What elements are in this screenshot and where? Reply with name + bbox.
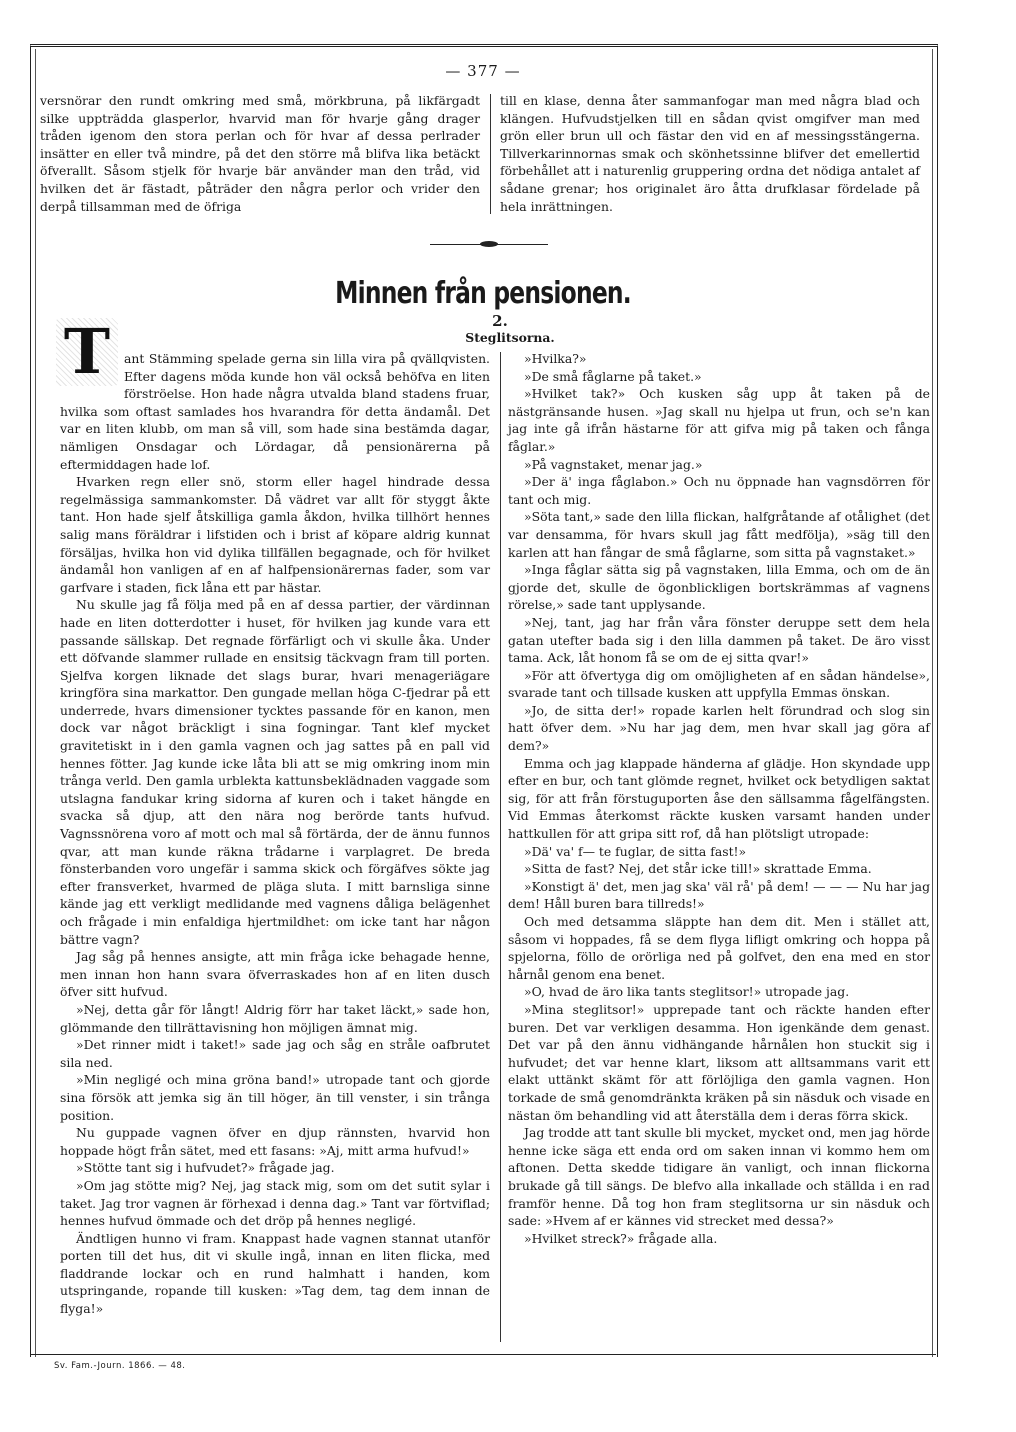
paragraph	[508, 878, 930, 913]
paragraph-text: »Nej, detta går för långt! Aldrig förr har taket läckt,» sade hon, glömmande den tillrättavisning hon möjligen ämnat mig.	[60, 1001, 490, 1035]
paragraph	[508, 508, 930, 561]
paragraph-text: »För att öfvertyga dig om omöjligheten af en sådan händelse», svarade tant och tillsade kusken att uppfylla Emmas önskan.	[508, 667, 930, 701]
paragraph	[508, 1001, 930, 1124]
paragraph-text: »Om jag stötte mig? Nej, jag stack mig, som om det sutit sylar i taket. Jag tror vagnen är förhexad i denna dag.» Tant var förtviflad; hennes hufvud ömmade och det dröp på hennes negligé.	[60, 1177, 490, 1229]
paragraph-text: »Jo, de sitta der!» ropade karlen helt förundrad och slog sin hatt öfver dem. »Nu har jag dem, men hvar skall jag göra af dem?»	[508, 702, 930, 754]
paragraph	[60, 596, 490, 948]
paragraph	[60, 315, 490, 473]
paragraph	[508, 350, 930, 368]
paragraph	[508, 1124, 930, 1230]
paragraph-text: »Konstigt ä' det, men jag ska' väl rå' på dem! — — — Nu har jag dem! Håll buren bara tillreds!»	[508, 878, 930, 912]
paragraph	[60, 1036, 490, 1071]
paragraph	[508, 473, 930, 508]
paragraph	[508, 843, 930, 861]
paragraph	[60, 1159, 490, 1177]
paragraph-text: »Stötte tant sig i hufvudet?» frågade jag.	[76, 1160, 335, 1176]
paragraph	[508, 983, 930, 1001]
paragraph-text: »Nej, tant, jag har från våra fönster deruppe sett dem hela gatan utefter bada sig i den lilla dammen på taket. De äro visst tama. Ack, låt honom få se om de ej sitta qvar!»	[508, 614, 930, 666]
paragraph	[508, 755, 930, 843]
page-number: — 377 —	[445, 62, 521, 80]
paragraph	[508, 368, 930, 386]
paragraph-text: »Sitta de fast? Nej, det står icke till!» skrattade Emma.	[524, 861, 872, 877]
paragraph	[60, 1124, 490, 1159]
paragraph-text: »På vagnstaket, menar jag.»	[524, 456, 703, 472]
paragraph	[508, 667, 930, 702]
paragraph	[60, 1001, 490, 1036]
paragraph	[508, 860, 930, 878]
article-subtitle: Steglitsorna.	[465, 330, 555, 345]
paragraph-text: Och med detsamma släppte han dem dit. Men i stället att, såsom vi hoppades, få se dem flyga lifligt omkring och hoppa på spjelorna, föllo de orörliga ned på golfvet, den ena med en stor hårnål genom ena benet.	[508, 914, 930, 982]
paragraph	[500, 92, 920, 215]
article-left-column	[60, 315, 490, 1318]
paragraph-text: »Der ä' inga fåglabon.» Och nu öppnade han vagnsdörren för tant och mig.	[508, 474, 930, 507]
paragraph	[508, 456, 930, 474]
paragraph-text: »Dä' va' f— te fuglar, de sitta fast!»	[524, 843, 747, 859]
paragraph-text: »O, hvad de äro lika tants steglitsor!» utropade jag.	[524, 984, 850, 1000]
paragraph	[508, 913, 930, 983]
paragraph-text: »Mina steglitsor!» upprepade tant och räckte handen efter buren. Det var verkligen desamma. Hon igenkände dem genast. Det var på den ännu vidhängande hårnålen hon stuckit sig i hufvudet; det var henne klart, liksom att alltsammans varit ett elakt uttänkt skämt för att förlöjliga den gamla vagnen. Hon torkade de små genomdränkta kräken på sin näsduk och visade en nästan öm behandling vid att återställa dem i deras förra skick.	[508, 1001, 930, 1123]
paragraph	[60, 948, 490, 1001]
paragraph-text: »Söta tant,» sade den lilla flickan, halfgråtande af otålighet (det var densamma, för hvars skull jag fått medfölja), »säg till den karlen att han fångar de små fåglarne, som sitta på vagnstaket.»	[508, 509, 930, 560]
paragraph-text: versnörar den rundt omkring med små, mörkbruna, på likfärgadt silke uppträdda glasperlor, hvarvid man för hvarje gång drager tråden igenom den stora perlan och för hvar af dessa perlrader insätter en eller två mindre, på det den större må blifva lika betäckt öfverallt. Såsom stjelk för hvarje bär använder man den tråd, vid hvilken det är fästadt, påträder den några perlor och vrider den derpå tillsamman med de öfriga	[40, 93, 480, 214]
paragraph-text: till en klase, denna åter sammanfogar man med några blad och klängen. Hufvudstjelken till en sådan qvist omgifver man med grön eller brun ull och fästar den vid en af messingsstängerna. Tillverkarinnornas smak och skönhetssinne blifver det emellertid förbehållet att i naturenlig gruppering ordna det nödiga antalet af sådane grenar; hos originalet äro åtta drufklasar fördelade på hela inrättningen.	[500, 93, 920, 214]
paragraph-text: Jag såg på hennes ansigte, att min fråga icke behagade henne, men innan hon hann svara öfverraskades hon af en liten dusch öfver sitt hufvud.	[60, 949, 490, 1000]
journal-footer: Sv. Fam.-Journ. 1866. — 48.	[54, 1361, 186, 1371]
article-number: 2.	[492, 312, 508, 330]
paragraph-text: »Hvilket streck?» frågade alla.	[524, 1230, 718, 1246]
top-left-column	[40, 92, 480, 215]
paragraph	[508, 614, 930, 667]
paragraph	[508, 561, 930, 614]
paragraph-text: »Det rinner midt i taket!» sade jag och såg en stråle oafbrutet sila ned.	[60, 1037, 490, 1070]
paragraph-text: Nu guppade vagnen öfver en djup rännsten, hvarvid hon hoppade högt från sätet, med ett fasans: »Aj, mitt arma hufvud!»	[60, 1125, 490, 1158]
paragraph	[60, 473, 490, 596]
top-right-column	[500, 92, 920, 215]
paragraph-text: Hvarken regn eller snö, storm eller hagel hindrade dessa regelmässiga sammankomster. Då vädret var allt för styggt åkte tant. Hon hade sjelf åtskilliga gamla åkdon, hvilka tillhört hennes salig mans föräldrar i lifstiden och i brist af köpare aldrig kunnat försäljas, hvilka hon vid dylika tillfällen begagnade, och för hvilket ändamål hon vanligen af en af halfpensionärernas fader, som var garfvare i staden, fick låna ett par hästar.	[60, 474, 490, 595]
top-column-divider	[490, 94, 491, 214]
paragraph	[508, 702, 930, 755]
article-column-divider	[500, 352, 501, 1342]
paragraph	[60, 1177, 490, 1230]
paragraph	[60, 1230, 490, 1318]
paragraph-text: ant Stämming spelade gerna sin lilla vira på qvällqvisten. Efter dagens möda kunde hon väl också behöfva en liten förströelse. Hon hade några utvalda bland stadens fruar, hvilka som oftast samlades hos hvarandra för detta ändamål. Det var en liten klubb, om man så vill, som hade sina bestämda dagar, nämligen Onsdagar och Lördagar, då pensionärerna på eftermiddagen hade lof.	[60, 351, 490, 472]
paragraph-text: Jag trodde att tant skulle bli mycket, mycket ond, men jag hörde henne icke säga ett enda ord om saken innan vi kommo hem om aftonen. Detta skedde tidigare än vanligt, och innan flickorna brukade gå till sängs. De blefvo alla inkallade och ställda i en rad framför henne. Då tog hon fram steglitsorna ur sin näsduk och sade: »Hvem af er kännes vid strecket med dessa?»	[508, 1125, 930, 1229]
paragraph-text: »Inga fåglar sätta sig på vagnstaken, lilla Emma, och om de än gjorde det, skulle de ögonblickligen bortskrämmas af vagnens rörelse,» sade tant upplysande.	[508, 562, 930, 613]
paragraph	[60, 1071, 490, 1124]
paragraph-text: »Hvilka?»	[524, 351, 587, 366]
footer-rule	[30, 1354, 936, 1355]
ornamental-initial: T	[56, 318, 118, 386]
paragraph-text: Ändtligen hunno vi fram. Knappast hade vagnen stannat utanför porten till det hus, dit vi skulle ingå, innan en liten flicka, med fladdrande lockar och en rund halmhatt i handen, kom utspringande, ropande till kusken: »Tag dem, tag dem innan de flyga!»	[60, 1230, 490, 1317]
paragraph-text: »Hvilket tak?» Och kusken såg upp åt taken på de nästgränsande husen. »Jag skall nu hjelpa ut frun, och se'n kan jag inte gå ifrån hästarne för att gifva mig på taken och fånga fåglar.»	[508, 386, 930, 454]
paragraph-text: »Min negligé och mina gröna band!» utropade tant och gjorde sina försök att jemka sig än till höger, än till venster, i sin trånga position.	[60, 1072, 490, 1123]
article-right-column	[508, 350, 930, 1247]
paragraph-text: Nu skulle jag få följa med på en af dessa partier, der värdinnan hade en liten dotterdotter i huset, för hvilken jag kunde vara ett passande sällskap. Det regnade förfärligt och vi skulle åka. Under ett döfvande slammer rullade en ensitsig täckvagn fram till porten. Sjelfva korgen liknade det slags burar, hvari menageriägare kringföra sina markattor. Den gungade mellan höga C-fjedrar på ett underrede, hvars dimensioner tycktes passande för en kanon, men dock var något bräckligt i sina fogningar. Tant klef mycket gravitetiskt in i den gamla vagnen och jag sattes på en pall vid hennes fötter. Jag kunde icke låta bli att se mig omkring inom min trånga verld. Den gamla urblekta kattunsbeklädnaden vaggade som utslagna fandukar kring sidorna af kuren och i taket hängde en svacka så djup, att den nära nog berörde tants hufvud. Vagnssnörena voro af mott och mal så förtärda, der de ännu funnos qvar, att man kunde räkna trådarne i varplagret. De breda fönsterbanden voro ungefär i samma skick och förgäfves sökte jag efter fransverket, hvarmed de pläga sluta. I mitt barnsliga sinne kände jag ett verkligt medlidande med vagnens dåliga belägenhet och frågade i min enfaldiga hjertmildhet: om icke tant har någon bättre vagn?	[60, 597, 490, 947]
paragraph	[40, 92, 480, 215]
paragraph	[508, 385, 930, 455]
article-title: Minnen från pensionen.	[335, 276, 631, 311]
paragraph-text: »De små fåglarne på taket.»	[524, 368, 702, 384]
section-ornament	[430, 244, 548, 247]
paragraph-text: Emma och jag klappade händerna af glädje. Hon skyndade upp efter en bur, och tant glömde regnet, hvilket ock betydligen saktat sig, för att från förstuguporten åse den sällsamma fågelfängsten. Vid Emmas återkomst räckte kusken varsamt handen under hattkullen för att gripa sitt rof, då han plötsligt utropade:	[508, 755, 930, 842]
paragraph	[508, 1230, 930, 1248]
